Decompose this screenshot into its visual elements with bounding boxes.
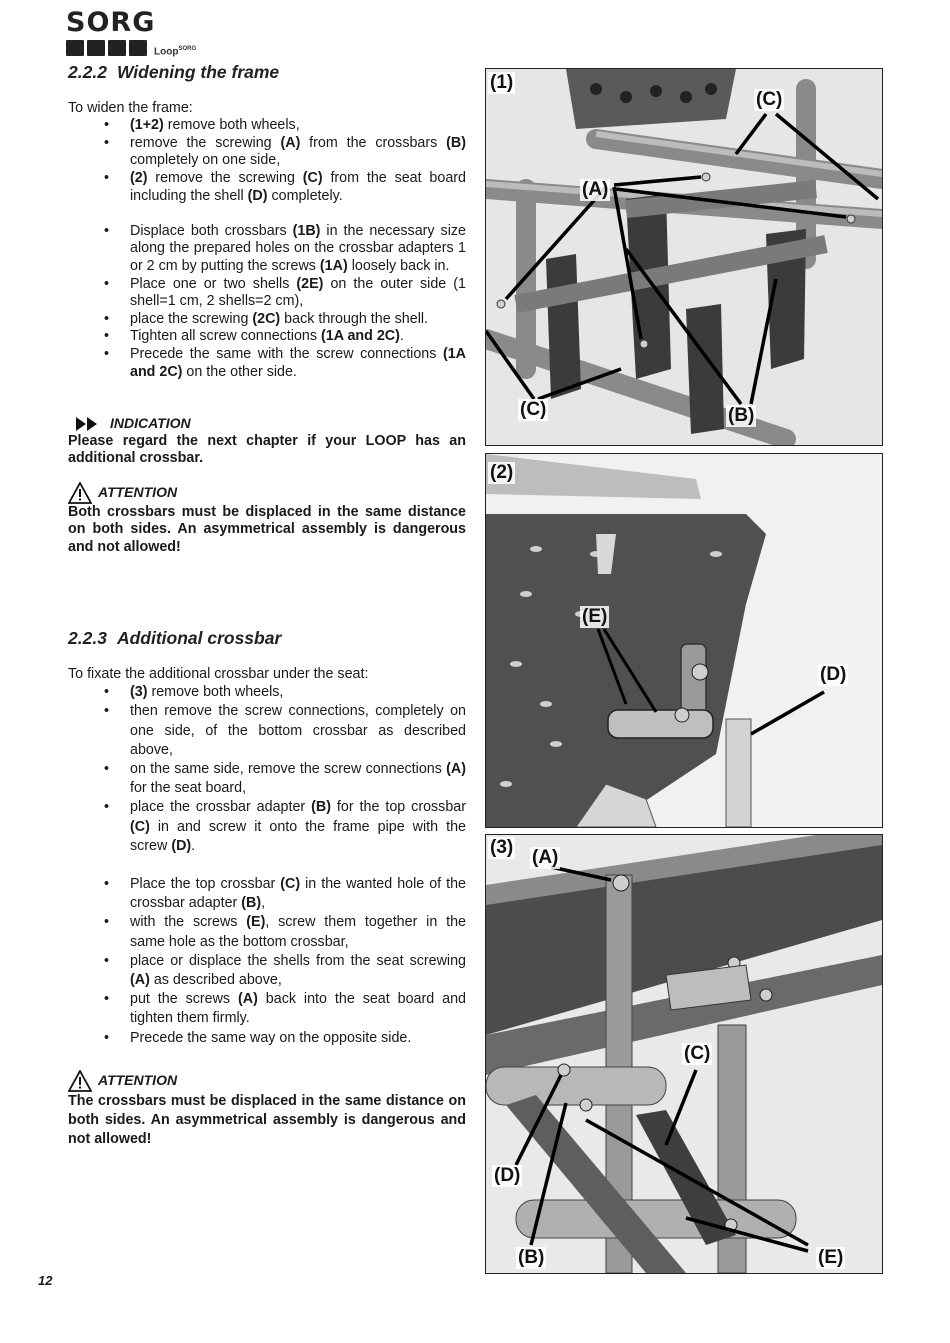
section-additional-crossbar — [68, 630, 466, 1149]
section-intro: To fixate the additional crossbar under the seat: — [68, 665, 369, 682]
label-a: (A) — [532, 847, 559, 868]
figure-3 — [485, 834, 883, 1274]
list-item: • Place the top crossbar (C) in the wanted hole of the crossbar adapter (B), — [68, 875, 466, 913]
attention-heading: ATTENTION — [68, 1070, 466, 1092]
figure-number: (1) — [490, 72, 514, 93]
section-widening — [68, 64, 466, 557]
attention-text: The crossbars must be displaced in the same distance on both sides. An asymmetrical assembly is dangerous and not allowed! — [68, 1092, 466, 1148]
warning-icon — [68, 1070, 92, 1092]
brand-name: SORG — [66, 7, 156, 38]
list-item: • Displace both crossbars (1B) in the necessary size along the prepared holes on the crossbar adapters 1 or 2 cm by putting the screws (1A) loosely back in. — [68, 223, 466, 276]
label-e: (E) — [582, 606, 608, 627]
steps-list-2 — [68, 223, 466, 381]
label-a: (A) — [582, 179, 609, 200]
list-item: • remove the screwing (A) from the crossbars (B) completely on one side, — [68, 135, 466, 170]
label-d: (D) — [820, 664, 847, 685]
list-item: • (2) remove the screwing (C) from the seat board including the shell (D) completely. — [68, 170, 466, 205]
warning-icon — [68, 482, 92, 504]
list-item: • with the screws (E), screw them together in the same hole as the bottom crossbar, — [68, 913, 466, 951]
label-c: (C) — [684, 1043, 711, 1064]
sorg-logo — [66, 8, 226, 58]
figure-number: (2) — [490, 462, 514, 483]
indication-text: Please regard the next chapter if your LOOP has an additional crossbar. — [68, 432, 466, 467]
page-number: 12 — [38, 1273, 53, 1288]
steps-list-2 — [68, 875, 466, 1048]
figure-1 — [485, 68, 883, 446]
figure-number: (3) — [490, 837, 514, 858]
steps-list — [68, 117, 466, 205]
label-d: (D) — [494, 1165, 521, 1186]
indication-heading: INDICATION — [68, 415, 466, 433]
list-item: • on the same side, remove the screw connections (A) for the seat board, — [68, 760, 466, 798]
section-heading: 2.2.2 Widening the frame — [68, 62, 280, 82]
list-item: • (1+2) remove both wheels, — [68, 117, 466, 135]
list-item: • put the screws (A) back into the seat board and tighten them firmly. — [68, 990, 466, 1028]
list-item: • Tighten all screw connections (1A and 2C). — [68, 328, 466, 346]
list-item: • Precede the same with the screw connections (1A and 2C) on the other side. — [68, 346, 466, 381]
section-heading: 2.2.3 Additional crossbar — [68, 628, 282, 648]
list-item: • Precede the same way on the opposite side. — [68, 1029, 466, 1048]
fast-forward-icon — [76, 417, 100, 431]
list-item: • place the screwing (2C) back through the shell. — [68, 311, 466, 329]
seat-board-illustration — [486, 454, 882, 827]
section-intro: To widen the frame: — [68, 99, 193, 116]
attention-heading: ATTENTION — [68, 482, 466, 504]
logo-blocks — [66, 40, 147, 56]
frame-illustration — [486, 69, 882, 445]
label-c-lower: (C) — [520, 399, 547, 420]
list-item: • place the crossbar adapter (B) for the top crossbar (C) in and screw it onto the frame pipe with the screw (D). — [68, 798, 466, 856]
figure-2 — [485, 453, 883, 828]
list-item: • (3) remove both wheels, — [68, 683, 466, 702]
list-item: • Place one or two shells (2E) on the outer side (1 shell=1 cm, 2 shells=2 cm), — [68, 276, 466, 311]
label-e: (E) — [818, 1247, 844, 1268]
label-b: (B) — [518, 1247, 545, 1268]
list-item: • place or displace the shells from the seat screwing (A) as described above, — [68, 952, 466, 990]
label-b: (B) — [728, 405, 755, 426]
attention-text: Both crossbars must be displaced in the same distance on both sides. An asymmetrical assembly is dangerous and not allowed! — [68, 503, 466, 556]
product-name: Loop$^{SORG}$ — [154, 46, 197, 58]
steps-list — [68, 683, 466, 856]
list-item: • then remove the screw connections, completely on one side, of the bottom crossbar as described above, — [68, 702, 466, 760]
label-c: (C) — [756, 89, 783, 110]
